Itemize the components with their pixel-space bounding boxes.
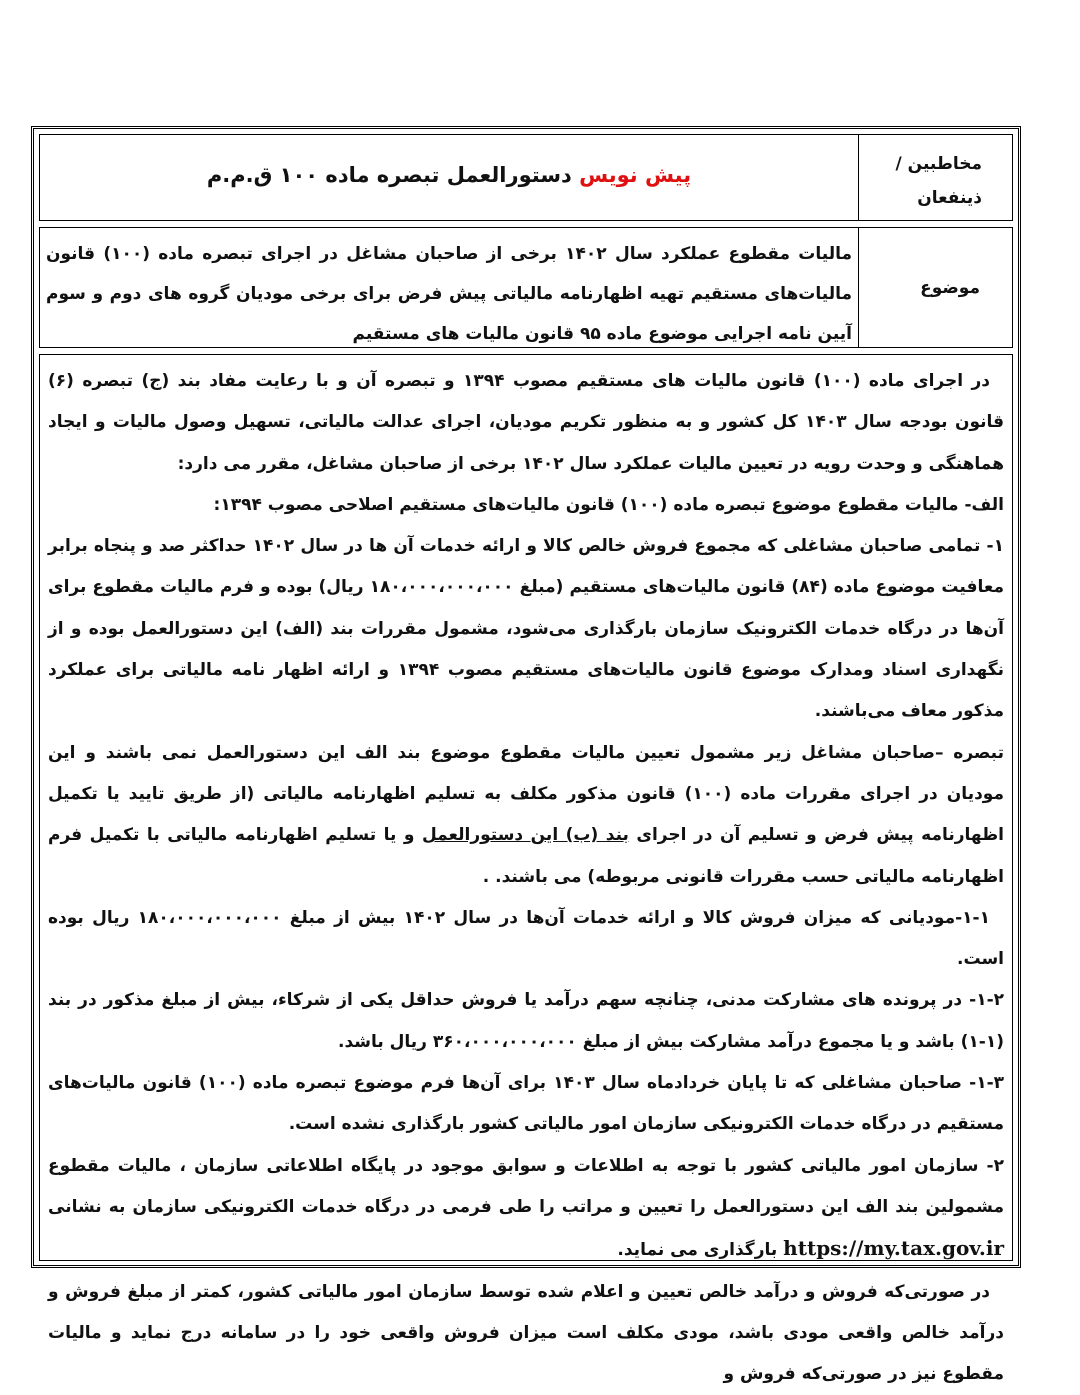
intro-paragraph: در اجرای ماده (۱۰۰) قانون مالیات های مستقیم مصوب ۱۳۹۴ و تبصره آن و با رعایت مفاد بند (ج) تبصره (۶) قانون بودجه سال ۱۴۰۳ کل کشور و به منظور تکریم مودیان، اجرای عدالت مالیاتی، تسهیل وصول مالیات و ایجاد هماهنگی و وحدت رویه در تعیین مالیات عملکرد سال ۱۴۰۲ برخی از صاحبان مشاغل، مقرر می دارد: (48, 371, 1005, 474)
title-cell (40, 135, 858, 220)
subject-row (39, 227, 1013, 348)
document-title (40, 163, 858, 187)
body-text (48, 361, 1004, 1395)
subject-label-cell (858, 228, 1012, 347)
item-2 (48, 1146, 1004, 1272)
tax-portal-url: https://my.tax.gov.ir (783, 1236, 1004, 1261)
addressee-label-line1: مخاطبین / (895, 154, 982, 174)
final-paragraph: در صورتی‌که فروش و درآمد خالص تعیین و اعلام شده توسط سازمان امور مالیاتی کشور، کمتر از مبلغ فروش و درآمد خالص واقعی مودی باشد، مودی مکلف است میزان فروش واقعی خود را در سامانه درج نماید و مالیات مقطوع نیز در صورتی‌که فروش و (48, 1281, 1004, 1385)
note-text-part1: تبصره –صاحبان مشاغل زیر مشمول تعیین مالیات مقطوع موضوع بند الف این دستورالعمل نمی باشند و این مودیان در اجرای مقررات ماده (۱۰۰) قانون مذکور مکلف به تسلیم اظهارنامه مالیاتی (از طریق تایید یا تکمیل اظهارنامه پیش فرض و تسلیم آن در اجرای (48, 742, 1004, 846)
subject-label: موضوع (920, 278, 980, 298)
item-2-text-part1: ۲- سازمان امور مالیاتی کشور با توجه به اطلاعات و سوابق موجود در پایگاه اطلاعاتی سازمان ، مالیات مقطوع مشمولین بند الف این دستورالعمل را تعیین و مراتب را طی فرمی در درگاه خدمات الکترونیکی سازمان به نشانی (48, 1155, 1004, 1217)
title-draft-label: پیش نویس (579, 163, 692, 187)
addressee-label-cell (858, 135, 1012, 220)
note-paragraph (48, 733, 1004, 898)
item-1: ۱- تمامی صاحبان مشاغلی که مجموع فروش خالص کالا و ارائه خدمات آن ها در سال ۱۴۰۲ حداکثر صد و پنجاه برابر معافیت موضوع ماده (۸۴) قانون مالیات‌های مستقیم (مبلغ ۱۸۰،۰۰۰،۰۰۰،۰۰۰ ریال) بوده و فرم مالیات مقطوع برای آن‌ها در درگاه خدمات الکترونیک سازمان بارگذاری می‌شود، مشمول مقررات بند (الف) این دستورالعمل بوده و از نگهداری اسناد ومدارک موضوع قانون مالیات‌های مستقیم مصوب ۱۳۹۴ و ارائه اظهار نامه مالیاتی برای عملکرد مذکور معاف می‌باشند. (48, 536, 1004, 722)
addressee-label-line2: ذینفعان (917, 188, 982, 208)
item-1-2: ۱-۲- در پرونده های مشارکت مدنی، چنانچه سهم درآمد یا فروش حداقل یکی از شرکاء، بیش از مبلغ مذکور در بند (۱-۱) باشد و یا مجموع درآمد مشارکت بیش از مبلغ ۳۶۰،۰۰۰،۰۰۰،۰۰۰ ریال باشد. (48, 990, 1004, 1052)
body-row (39, 354, 1013, 1385)
note-text-part2: و یا تسلیم اظهارنامه مالیاتی با تکمیل فرم اظهارنامه مالیاتی حسب مقررات قانونی مربوطه) می باشند. . (48, 825, 1004, 887)
title-main-text: دستورالعمل تبصره ماده ۱۰۰ ق.م.م (206, 163, 580, 187)
subject-text: مالیات مقطوع عملکرد سال ۱۴۰۲ برخی از صاحبان مشاغل در اجرای تبصره ماده (۱۰۰) قانون مالیات‌های مستقیم تهیه اظهارنامه مالیاتی پیش فرض برای برخی مودیان گروه های دوم و سوم آیین نامه اجرایی موضوع ماده ۹۵ قانون مالیات های مستقیم (46, 244, 852, 344)
note-underlined-reference: بند (ب) این دستورالعمل (421, 825, 629, 846)
item-1-1: ۱-۱-مودیانی که میزان فروش کالا و ارائه خدمات آن‌ها در سال ۱۴۰۲ بیش از مبلغ ۱۸۰،۰۰۰،۰۰۰،۰۰۰ ریال بوده است. (48, 907, 1004, 970)
item-2-text-part2: بارگذاری می نماید. (617, 1240, 784, 1261)
subject-cell (40, 228, 858, 347)
item-1-3: ۱-۳- صاحبان مشاغلی که تا پایان خردادماه سال ۱۴۰۳ برای آن‌ها فرم موضوع تبصره ماده (۱۰۰) قانون مالیات‌های مستقیم در درگاه خدمات الکترونیکی سازمان امور مالیاتی کشور بارگذاری نشده است. (48, 1073, 1004, 1135)
document-frame (31, 126, 1021, 1385)
section-a-heading: الف- مالیات مقطوع موضوع تبصره ماده (۱۰۰) قانون مالیات‌های مستقیم اصلاحی مصوب ۱۳۹۴: (213, 494, 1004, 515)
header-row (39, 134, 1013, 221)
